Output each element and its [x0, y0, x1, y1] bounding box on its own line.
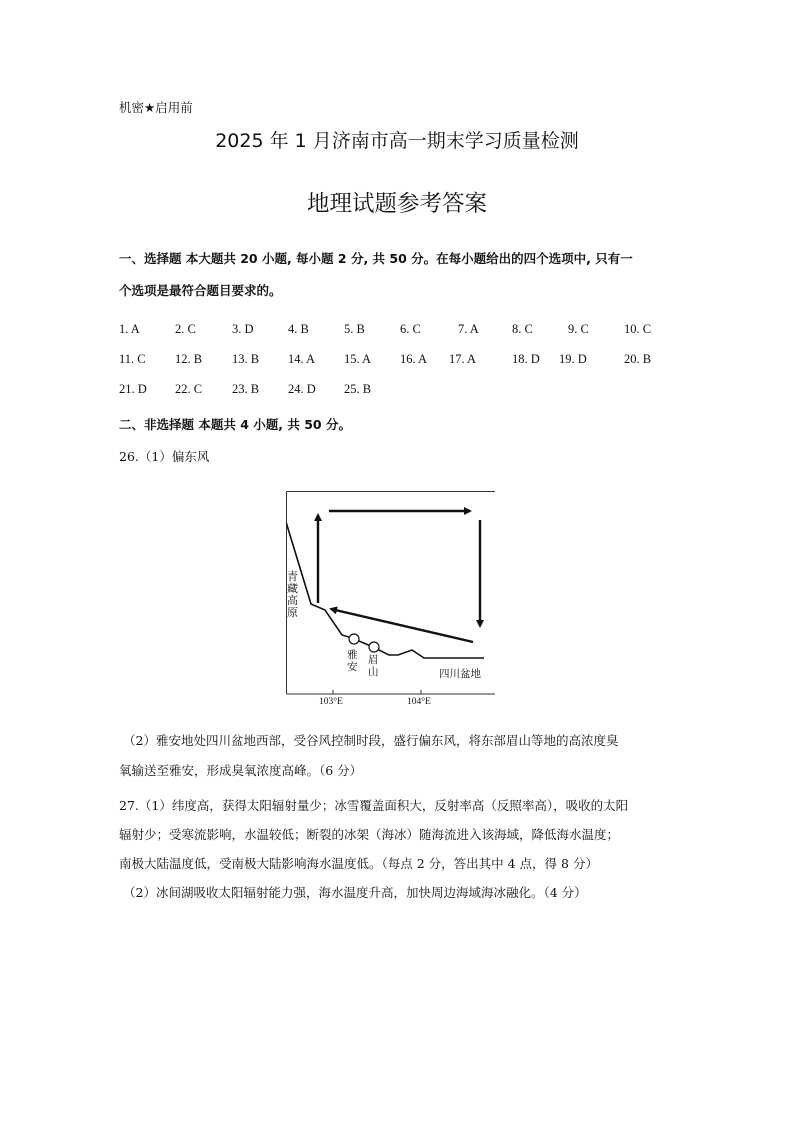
q26-part2-answer: （2）雅安地处四川盆地西部，受谷风控制时段，盛行偏东风，将东部眉山等地的高浓度臭 — [123, 733, 619, 748]
section2-heading: 二、非选择题 本题共 4 小题, 共 50 分。 — [119, 417, 351, 432]
x-tick-103e: 103°E — [319, 697, 343, 707]
answer-item: 2. C — [175, 322, 196, 336]
document-title: 地理试题参考答案 — [306, 191, 487, 217]
confidential-label: 机密★启用前 — [119, 100, 193, 115]
answer-row — [119, 322, 679, 352]
answer-item: 16. A — [400, 352, 428, 366]
answer-item: 11. C — [119, 352, 146, 366]
answer-item: 1. A — [119, 322, 140, 336]
answer-item: 21. D — [119, 382, 147, 396]
answer-item: 19. D — [559, 352, 587, 366]
x-tick-104e: 104°E — [407, 697, 431, 707]
section1-heading-cont: 个选项是最符合题目要求的。 — [119, 283, 282, 298]
q27-part1-answer-cont2: 南极大陆温度低，受南极大陆影响海水温度低。（每点 2 分，答出其中 4 点，得 8 分） — [119, 856, 598, 871]
section1-heading: 一、选择题 本大题共 20 小题, 每小题 2 分, 共 50 分。在每小题给出的四个选项中, 只有一 — [119, 251, 633, 266]
answer-item: 25. B — [344, 382, 372, 396]
q27-part1-answer-cont: 辐射少；受寒流影响，水温较低；断裂的冰架（海冰）随海流进入该海域，降低海水温度； — [119, 827, 620, 842]
answer-row — [119, 382, 679, 412]
answer-item: 23. B — [232, 382, 260, 396]
q26-part2-answer-cont: 氧输送至雅安，形成臭氧浓度高峰。（6 分） — [119, 763, 363, 778]
label-qinghai-tibet-plateau: 青 藏 高 原 — [287, 570, 298, 619]
q27-part1-answer: 27.（1）纬度高，获得太阳辐射量少；冰雪覆盖面积大，反射率高（反照率高），吸收的太阳 — [119, 798, 629, 813]
label-yaan: 雅 安 — [347, 649, 358, 673]
answer-item: 4. B — [288, 322, 309, 336]
answer-item: 17. A — [449, 352, 477, 366]
answer-item: 3. D — [232, 322, 254, 336]
answer-item: 7. A — [458, 322, 479, 336]
answer-item: 18. D — [512, 352, 540, 366]
answer-item: 10. C — [624, 322, 652, 336]
label-meishan: 眉 山 — [368, 654, 379, 678]
label-sichuan-basin: 四川盆地 — [439, 668, 481, 680]
answer-item: 13. B — [232, 352, 260, 366]
exam-title: 2025 年 1 月济南市高一期末学习质量检测 — [215, 130, 579, 152]
answer-item: 24. D — [288, 382, 316, 396]
q27-part2-answer: （2）冰间湖吸收太阳辐射能力强，海水温度升高，加快周边海域海冰融化。（4 分） — [123, 885, 587, 900]
answer-item: 9. C — [568, 322, 589, 336]
answer-grid — [119, 322, 679, 412]
answer-item: 22. C — [175, 382, 203, 396]
answer-item: 14. A — [288, 352, 316, 366]
answer-item: 15. A — [344, 352, 372, 366]
answer-item: 20. B — [624, 352, 652, 366]
answer-item: 8. C — [512, 322, 533, 336]
wind-circulation-diagram — [286, 491, 496, 710]
answer-item: 12. B — [175, 352, 203, 366]
answer-item: 5. B — [344, 322, 365, 336]
q26-part1-answer: 26.（1）偏东风 — [119, 449, 210, 464]
answer-item: 6. C — [400, 322, 421, 336]
answer-row — [119, 352, 679, 382]
